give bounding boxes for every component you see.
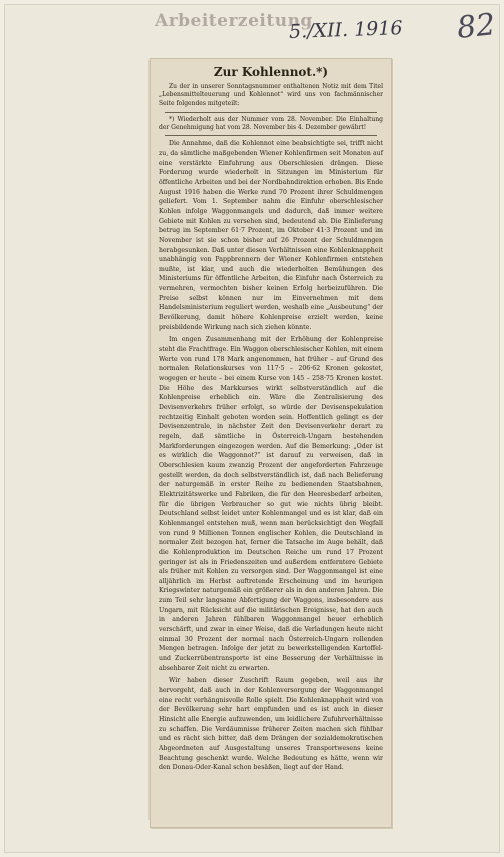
article-intro: Zu der in unserer Sonntagsnummer enthaltenen Notiz mit dem Titel „Lebensmittelteuerung und Kohlennot“ wird uns von fachmännischer Seite folgendes mitgeteilt: <box>159 83 383 107</box>
article-footnote: *) Wiederholt aus der Nummer vom 28. November. Die Einhaltung der Genehmigung hat vom 28. November bis 4. Dezember gewährt! <box>159 115 383 132</box>
handwritten-date: 5./XII. 1916 <box>288 17 403 43</box>
divider-rule <box>165 112 377 113</box>
newspaper-clipping <box>150 58 392 828</box>
article-paragraph: Wir haben dieser Zuschrift Raum gegeben, weil aus ihr hervorgeht, daß auch in der Kohlenversorgung der Waggonmangel eine recht verhängnisvolle Rolle spielt. Die Kohlenknappheit wird von der Bevölkerung sehr hart empfunden und es ist auch in dieser Hinsicht alle Energie aufzuwenden, um leidlichere Zufuhrverhältnisse zu schaffen. Die Verdäumnisse früherer Zeiten machen sich fühlbar und es rächt sich bitter, daß dem Drängen der sozialdemokratischen Abgeordneten auf Ausgestaltung unseres Transportwesens keine Beachtung geschenkt wurde. Welche Bedeutung es hätte, wenn wir den Donau-Oder-Kanal schon besäßen, liegt auf der Hand. <box>159 677 383 772</box>
newspaper-stamp: Arbeiterzeitung <box>155 11 313 31</box>
article-paragraph: Die Annahme, daß die Kohlennot eine beabsichtigte sei, trifft nicht zu, da sämtliche maßgebenden Wiener Kohlenfirmen seit Monaten auf eine verstärkte Einfuhrung aus Oberschlesien drängen. Diese Forderung wurde wiederholt in Sitzungen im Ministerium für öffentliche Arbeiten und bei der Nordbahndirektion erhoben. Bis Ende August 1916 haben die Werke rund 70 Prozent ihrer Schuldmengen geliefert. Vom 1. September nahm die Einfuhr oberschlesischer Kohlen infolge Waggonmangels und dadurch, daß immer weitere Gebiete mit Kohlen zu versehen sind, bedeutend ab. Die Einlieferung betrug im September 61·7 Prozent, im Oktober 41·3 Prozent und im November ist sie schon bisher auf 26 Prozent der Schuldmengen herabgesunken. Daß unter diesen Verhältnissen eine Kohlenknappheit unabhängig von Pappbrennern der Wiener Kohlenfirmen entstehen mußte, ist klar, und auch die wiederholten Bemühungen des Ministeriums für öffentliche Arbeiten, die Einfuhr nach Österreich zu vermehren, vermochten bisher keinen Erfolg herbeizuführen. Die Preise selbst können nur im Einvernehmen mit dem Handelsministerium reguliert werden, weshalb eine „Ausbeutung“ der Bevölkerung, damit höhere Kohlenpreise erzielt werden, keine preisbildende Wirkung nach sich ziehen könnte. <box>159 140 383 331</box>
divider-rule <box>165 135 377 136</box>
handwritten-page-number: 82 <box>455 7 497 46</box>
article-title: Zur Kohlennot.*) <box>213 65 329 79</box>
article-paragraph: Im engen Zusammenhang mit der Erhöhung der Kohlenpreise steht die Frachtfrage. Ein Waggon oberschlesischer Kohlen, mit einem Werte von rund 178 Mark angenommen, hat früher – auf Grund des normalen Relationskurses von 117·5 – 206·62 Kronen gekostet, wogegen er heute – bei einem Kurse von 145 – 258·75 Kronen kostet. Die Höhe des Markkurses wirkt selbstverständlich auf die Kohlenpreise erheblich ein. Wäre die Zentralisierung des Devisenverkehrs früher erfolgt, so würde der Devisenspekulation rechtzeitig Einhalt geboten worden sein. Hoffentlich gelingt es der Devisenzentrale, in nächster Zeit den Devisenverkehr derart zu regeln, daß sämtliche in Österreich-Ungarn bestehenden Markforderungen eingezogen werden. Auf die Bemerkung: „Oder ist es wirklich die Waggonnot?“ ist darauf zu verweisen, daß in Oberschlesien kaum zwanzig Prozent der angeforderten Fahrzeuge gestellt werden, da doch selbstverständlich ist, daß nach Belieferung der naturgemäß in erster Reihe zu bedienenden Staatsbahnen, Elektrizitätswerke und Fabriken, die für den Heeresbedarf arbeiten, für die übrigen Verbraucher so gut wie nichts übrig bleibt. Deutschland selbst leidet unter Kohlenmangel und es ist klar, daß ein Kohlenmangel entstehen muß, wenn man berücksichtigt den Wegfall von rund 9 Millionen Tonnen englischer Kohlen, die Deutschland in normaler Zeit bezogen hat, ferner die Tatsache im Auge behält, daß die Kohlenproduktion im Deutschen Reiche um rund 17 Prozent geringer ist als in Friedenszeiten und außerdem entferntere Gebiete als früher mit Kohlen zu versorgen sind. Der Waggonmangel ist eine alljährlich im Herbst auftretende Erscheinung und im heurigen Kriegswinter naturgemäß ein größerer als in den anderen Jahren. Die zum Teil sehr langsame Abfertigung der Waggons, insbesondere aus Ungarn, mit Rücksicht auf die militärischen Ereignisse, hat den auch in anderen Jahren fühlbaren Waggonmangel heuer erheblich verschärft, und zwar in einer Weise, daß die Verladungen heute nicht einmal 30 Prozent der normal nach Österreich-Ungarn rollenden Mengen betragen. Infolge der jetzt zu bewerkstelligenden Kartoffel- und Zuckerrübentransporte ist eine Besserung der Verhältnisse in absehbarer Zeit nicht zu erwarten. <box>159 336 383 672</box>
